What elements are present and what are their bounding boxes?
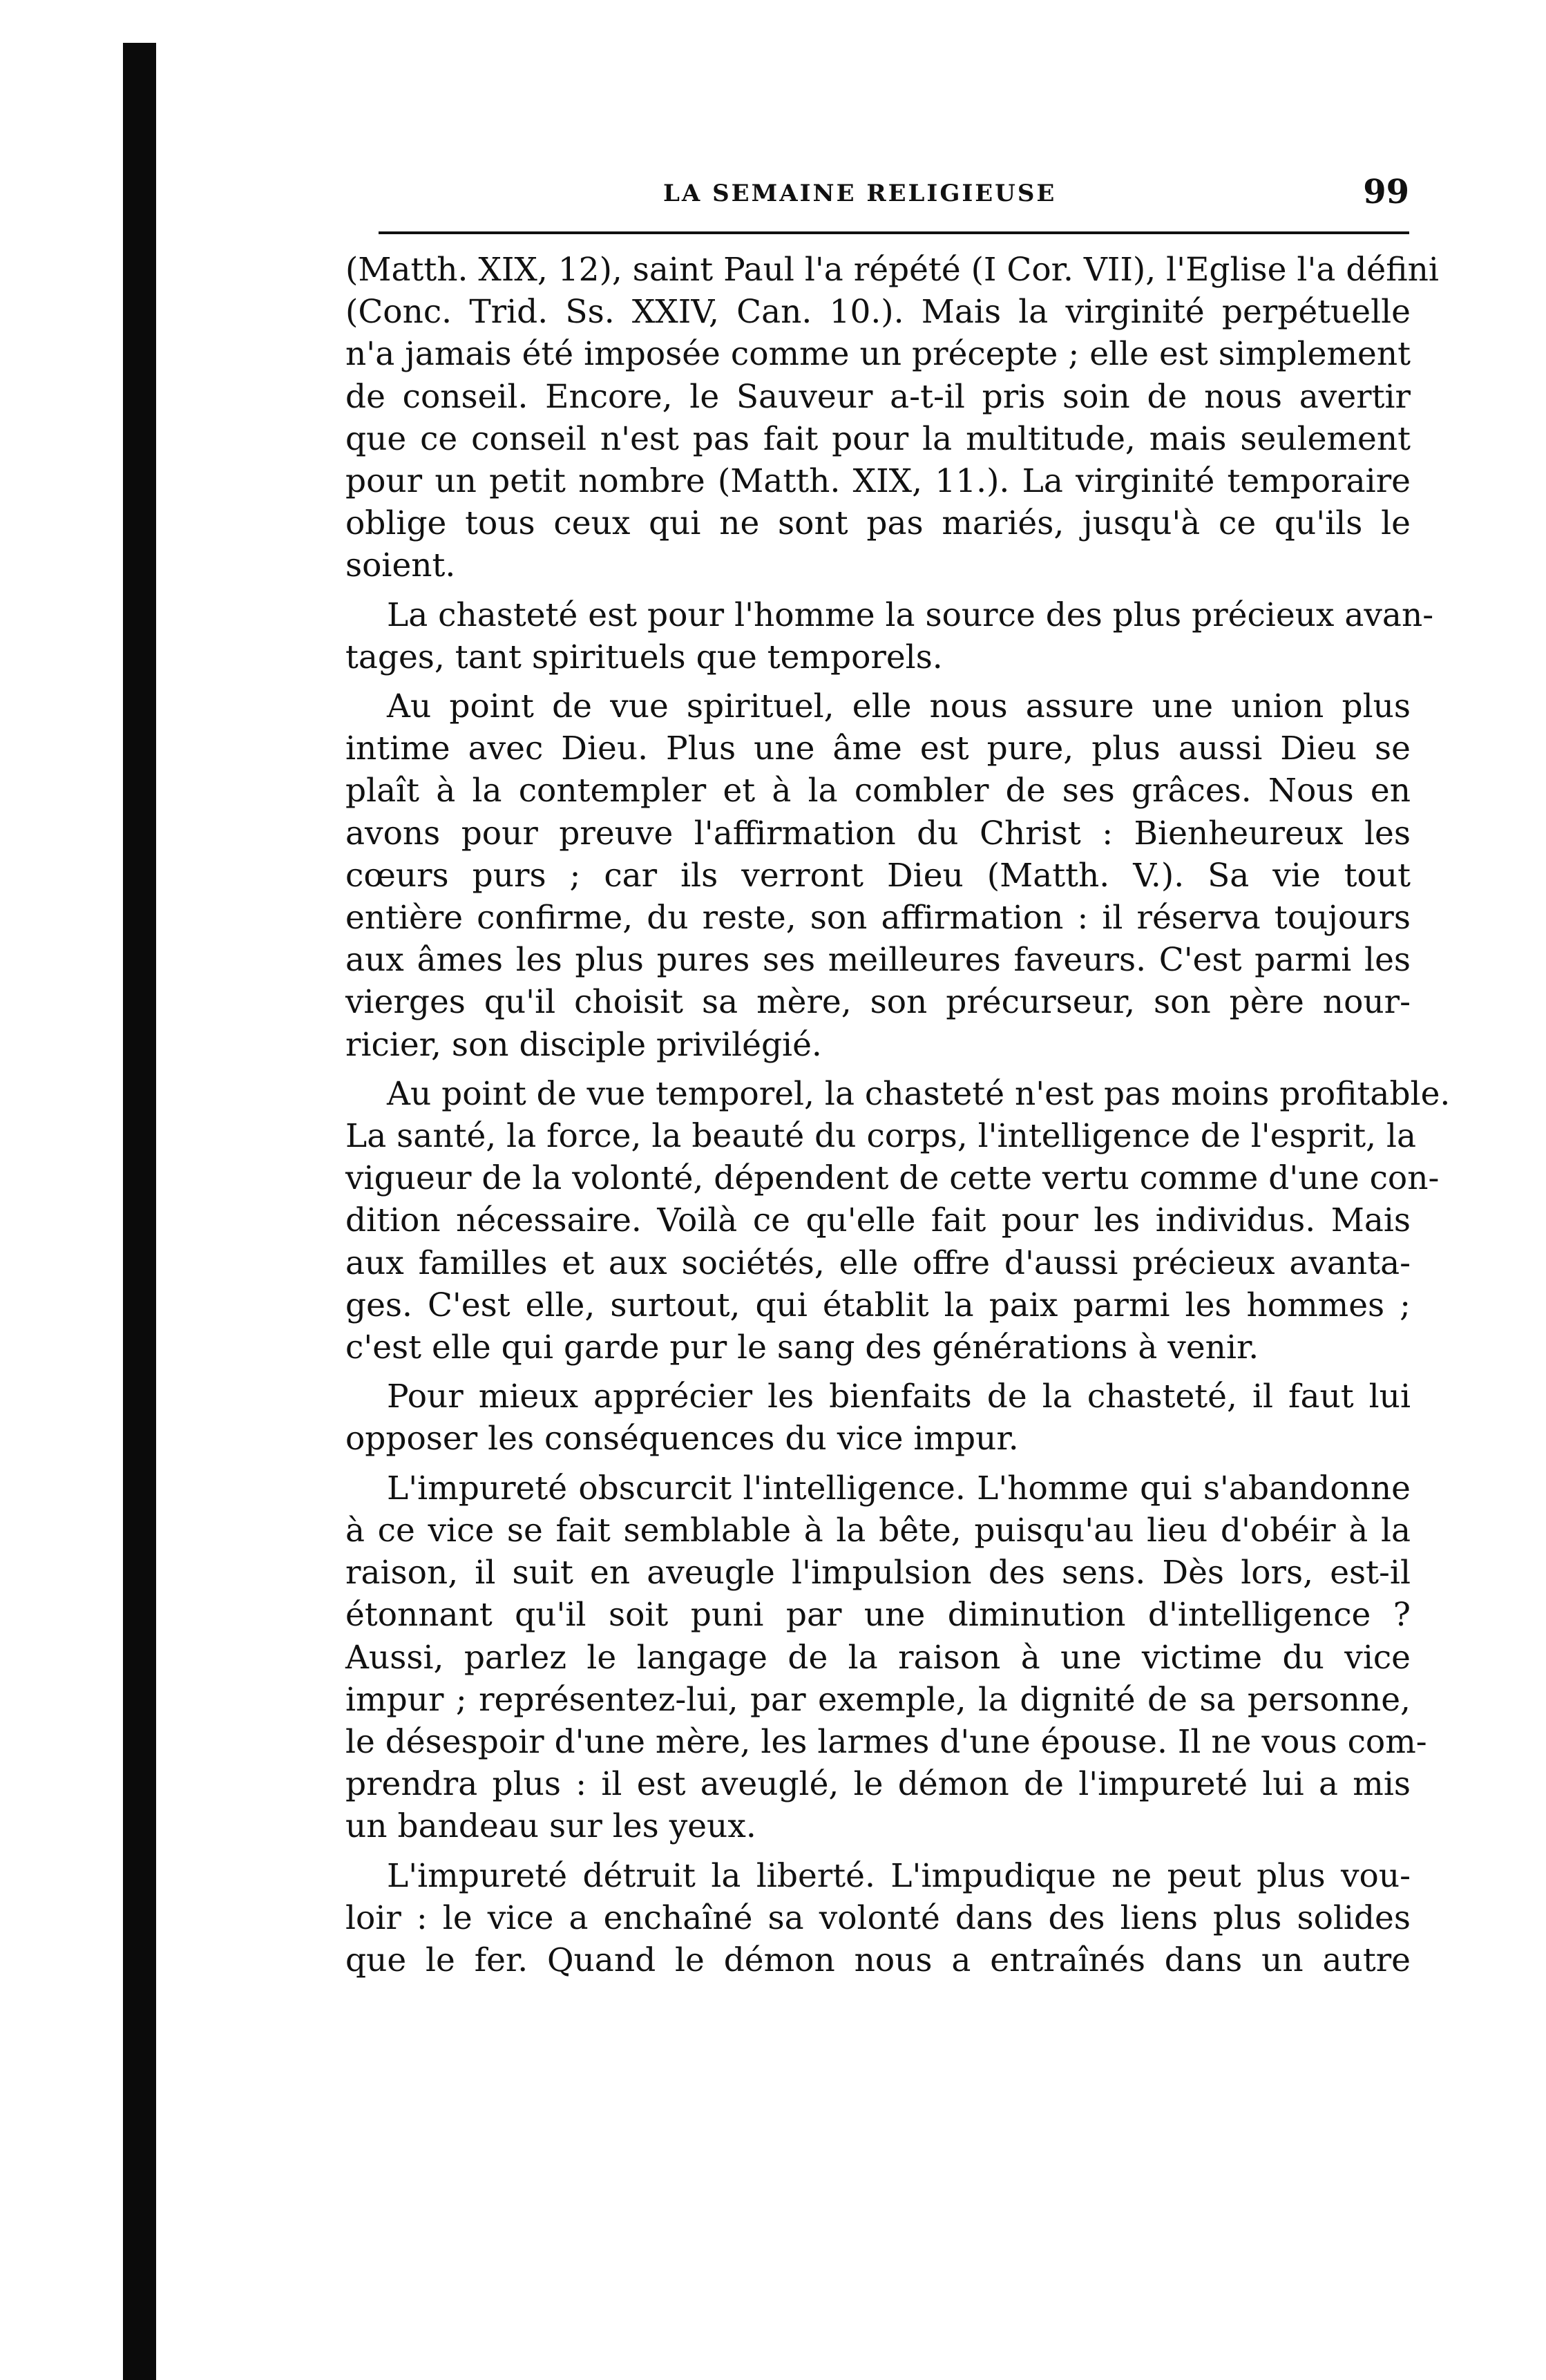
text-line: dition nécessaire. Voilà ce qu'elle fait pour les individus. Mais: [345, 1201, 1411, 1240]
text-line: impur ; représentez-lui, par exemple, la dignité de sa personne,: [345, 1680, 1411, 1719]
text-line: à ce vice se fait semblable à la bête, puisqu'au lieu d'obéir à la: [345, 1511, 1411, 1550]
header-rule: [379, 231, 1409, 234]
text-line: plaît à la contempler et à la combler de ses grâces. Nous en: [345, 772, 1411, 810]
text-line: Au point de vue temporel, la chasteté n'est pas moins profitable.: [387, 1074, 1451, 1113]
text-line: Au point de vue spirituel, elle nous assure une union plus: [387, 687, 1411, 726]
text-line: aux âmes les plus pures ses meilleures faveurs. C'est parmi les: [345, 941, 1411, 980]
text-line: soient.: [345, 546, 456, 585]
text-line: Pour mieux apprécier les bienfaits de la chasteté, il faut lui: [387, 1378, 1411, 1416]
running-header: [663, 173, 1409, 221]
paragraph-consequences: [345, 1375, 1411, 1460]
text-line: étonnant qu'il soit puni par une diminution d'intelligence ?: [345, 1596, 1411, 1635]
text-line: vigueur de la volonté, dépendent de cette vertu comme d'une con-: [345, 1159, 1440, 1198]
text-line: opposer les conséquences du vice impur.: [345, 1420, 1019, 1458]
text-line: oblige tous ceux qui ne sont pas mariés, jusqu'à ce qu'ils le: [345, 504, 1411, 543]
page-number: 99: [1363, 173, 1409, 211]
text-line: de conseil. Encore, le Sauveur a-t-il pris soin de nous avertir: [345, 377, 1411, 416]
text-line: vierges qu'il choisit sa mère, son précurseur, son père nour-: [345, 983, 1411, 1022]
text-line: ricier, son disciple privilégié.: [345, 1025, 822, 1064]
text-line: tages, tant spirituels que temporels.: [345, 638, 943, 676]
text-line: (Matth. XIX, 12), saint Paul l'a répété (I Cor. VII), l'Eglise l'a défini: [345, 251, 1439, 289]
text-line: avons pour preuve l'affirmation du Christ : Bienheureux les: [345, 814, 1411, 853]
paragraph-liberty: [345, 1855, 1411, 1982]
paragraph-intelligence: [345, 1467, 1427, 1848]
paragraph-spiritual: [345, 685, 1411, 1066]
running-title: LA SEMAINE RELIGIEUSE: [663, 180, 1057, 207]
text-line: pour un petit nombre (Matth. XIX, 11.). La virginité temporaire: [345, 462, 1411, 501]
text-line: La chasteté est pour l'homme la source des plus précieux avan-: [387, 596, 1434, 634]
text-line: (Conc. Trid. Ss. XXIV, Can. 10.). Mais la virginité perpétuelle: [345, 293, 1411, 332]
page-body: [345, 249, 1451, 1988]
text-line: ges. C'est elle, surtout, qui établit la paix parmi les hommes ;: [345, 1286, 1411, 1324]
text-line: loir : le vice a enchaîné sa volonté dans des liens plus solides: [345, 1898, 1411, 1937]
binding-edge: [123, 43, 156, 2380]
text-line: intime avec Dieu. Plus une âme est pure, plus aussi Dieu se: [345, 730, 1411, 768]
text-line: le désespoir d'une mère, les larmes d'une épouse. Il ne vous com-: [345, 1722, 1427, 1761]
text-line: L'impureté détruit la liberté. L'impudique ne peut plus vou-: [387, 1856, 1411, 1895]
text-line: raison, il suit en aveugle l'impulsion des sens. Dès lors, est-il: [345, 1554, 1411, 1592]
text-line: un bandeau sur les yeux.: [345, 1807, 756, 1846]
paragraph-temporal: [345, 1073, 1451, 1369]
text-line: prendra plus : il est aveuglé, le démon de l'impureté lui a mis: [345, 1765, 1411, 1804]
text-line: entière confirme, du reste, son affirmation : il réserva toujours: [345, 899, 1411, 937]
paragraph-chastity-source: [345, 594, 1434, 678]
text-line: aux familles et aux sociétés, elle offre d'aussi précieux avanta-: [345, 1244, 1411, 1282]
text-line: n'a jamais été imposée comme un précepte ; elle est simplement: [345, 335, 1411, 374]
text-line: cœurs purs ; car ils verront Dieu (Matth. V.). Sa vie tout: [345, 856, 1411, 895]
text-line: La santé, la force, la beauté du corps, l'intelligence de l'esprit, la: [345, 1117, 1417, 1156]
text-line: Aussi, parlez le langage de la raison à une victime du vice: [345, 1638, 1411, 1677]
paragraph-virginity: [345, 249, 1439, 587]
text-line: que ce conseil n'est pas fait pour la multitude, mais seulement: [345, 419, 1411, 458]
text-line: c'est elle qui garde pur le sang des générations à venir.: [345, 1329, 1259, 1367]
text-line: que le fer. Quand le démon nous a entraînés dans un autre: [345, 1941, 1411, 1979]
text-line: L'impureté obscurcit l'intelligence. L'homme qui s'abandonne: [387, 1469, 1411, 1507]
